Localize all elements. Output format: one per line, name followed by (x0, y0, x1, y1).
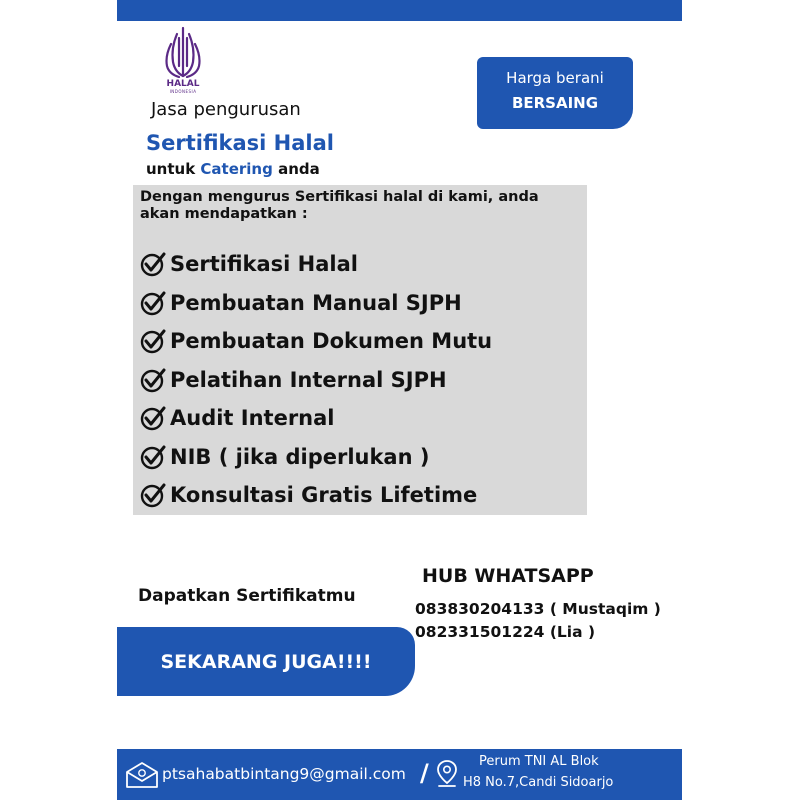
footer-address-line2: H8 No.7,Candi Sidoarjo (463, 775, 614, 790)
benefit-label: Audit Internal (170, 406, 335, 431)
whatsapp-contact[interactable]: 082331501224 (Lia ) (415, 623, 596, 641)
price-badge-line1: Harga berani (506, 69, 604, 87)
location-pin-icon (436, 759, 458, 789)
halal-indonesia-logo-icon (161, 26, 205, 78)
benefit-label: Pembuatan Manual SJPH (170, 290, 462, 315)
halal-logo (161, 26, 205, 96)
benefit-label: NIB ( jika diperlukan ) (170, 444, 430, 469)
benefit-item (140, 284, 492, 323)
check-circle-icon (140, 328, 166, 354)
footer-email[interactable]: ptsahabatbintang9@gmail.com (162, 765, 406, 783)
benefit-item (140, 245, 492, 284)
cta-text: Dapatkan Sertifikatmu (138, 586, 356, 606)
intro-title: Sertifikasi Halal (146, 131, 334, 155)
email-icon (125, 761, 159, 789)
intro-line3-accent: Catering (200, 160, 273, 178)
benefit-item (140, 399, 492, 438)
benefit-label: Sertifikasi Halal (170, 252, 358, 277)
benefit-list (140, 245, 492, 515)
logo-subtext: INDONESIA (169, 89, 197, 94)
footer-separator: / (420, 759, 429, 787)
check-circle-icon (140, 251, 166, 277)
check-circle-icon (140, 482, 166, 508)
check-circle-icon (140, 444, 166, 470)
benefit-item (140, 438, 492, 477)
check-circle-icon (140, 367, 166, 393)
flyer (117, 0, 682, 800)
logo-text: HALAL (166, 79, 200, 89)
benefit-label: Konsultasi Gratis Lifetime (170, 483, 478, 508)
intro-line3-prefix: untuk (146, 160, 201, 178)
benefit-label: Pelatihan Internal SJPH (170, 367, 447, 392)
benefit-intro: Dengan mengurus Sertifikasi halal di kami, anda akan mendapatkan : (140, 189, 539, 222)
benefit-item (140, 361, 492, 400)
intro-line3 (146, 160, 320, 178)
footer (117, 749, 682, 800)
price-badge-line2: BERSAING (511, 94, 599, 112)
check-circle-icon (140, 290, 166, 316)
whatsapp-title: HUB WHATSAPP (422, 565, 594, 587)
benefit-panel (133, 185, 587, 515)
cta-button-label: SEKARANG JUGA!!!! (160, 650, 372, 673)
benefit-item (140, 322, 492, 361)
price-badge (477, 57, 633, 129)
cta-button[interactable] (117, 627, 415, 696)
footer-address-line1: Perum TNI AL Blok (479, 754, 599, 769)
top-bar (117, 0, 682, 21)
whatsapp-contact[interactable]: 083830204133 ( Mustaqim ) (415, 600, 661, 618)
benefit-label: Pembuatan Dokumen Mutu (170, 329, 493, 354)
intro-line3-suffix: anda (272, 160, 320, 178)
check-circle-icon (140, 405, 166, 431)
benefit-item (140, 476, 492, 515)
intro-line1: Jasa pengurusan (151, 99, 301, 120)
